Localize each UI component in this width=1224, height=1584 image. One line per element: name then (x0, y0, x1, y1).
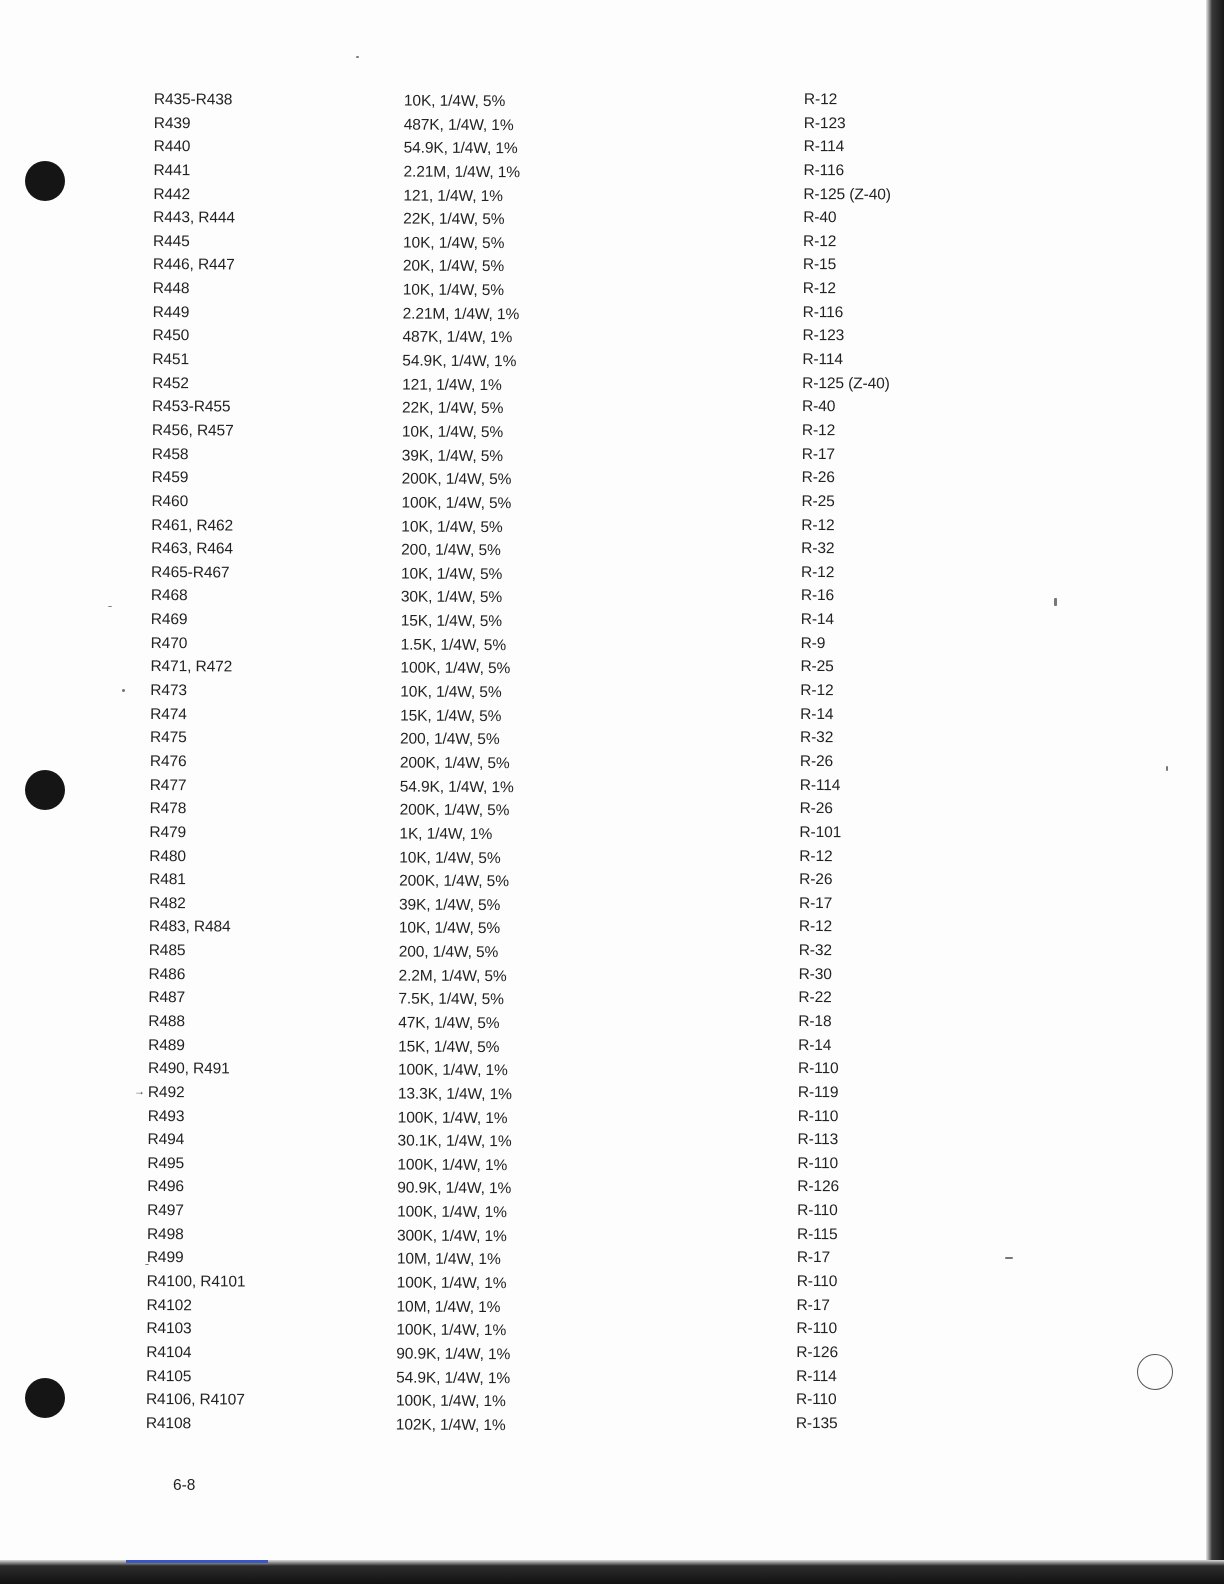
part-number: R-17 (796, 1249, 831, 1267)
part-number: R-113 (797, 1131, 839, 1149)
part-number: R-17 (796, 1296, 830, 1314)
reference-designator: R440 (153, 138, 191, 156)
resistor-value: 39K, 1/4W, 5% (398, 896, 501, 914)
resistor-value: 200K, 1/4W, 5% (401, 470, 512, 489)
reference-designator: R450 (152, 327, 190, 345)
reference-designator: R473 (150, 682, 188, 700)
reference-designator: R435-R438 (153, 90, 233, 109)
resistor-value: 10M, 1/4W, 1% (396, 1298, 501, 1316)
scan-blue-line (126, 1560, 268, 1563)
part-number: R-135 (795, 1414, 838, 1433)
reference-designator: R4108 (145, 1414, 192, 1433)
reference-designator: R465-R467 (150, 563, 230, 582)
resistor-value: 487K, 1/4W, 1% (403, 116, 514, 134)
scan-right-edge (1206, 0, 1224, 1584)
resistor-value: 10K, 1/4W, 5% (403, 92, 506, 111)
resistor-value: 1K, 1/4W, 1% (399, 825, 493, 843)
reference-designator: R489 (148, 1036, 185, 1054)
scan-speck (1005, 1257, 1013, 1259)
part-number: R-116 (803, 161, 845, 180)
reference-designator: R461, R462 (151, 516, 234, 535)
part-number: R-114 (796, 1367, 837, 1385)
part-number: R-110 (797, 1107, 839, 1125)
resistor-value: 200, 1/4W, 5% (398, 943, 499, 962)
resistor-value: 39K, 1/4W, 5% (401, 447, 504, 465)
part-number: R-101 (799, 823, 842, 842)
reference-designator: R474 (150, 705, 187, 723)
resistor-value: 200, 1/4W, 5% (401, 541, 501, 560)
resistor-parts-list (133, 88, 954, 1440)
part-number: R-114 (799, 776, 841, 794)
part-number: R-12 (801, 421, 836, 440)
part-number: R-114 (803, 138, 845, 156)
resistor-value: 1.5K, 1/4W, 5% (400, 636, 507, 654)
reference-designator: R443, R444 (153, 209, 235, 227)
part-number: R-110 (796, 1320, 838, 1338)
resistor-value: 20K, 1/4W, 5% (402, 258, 505, 276)
part-number: R-32 (798, 942, 832, 960)
reference-designator: R471, R472 (150, 658, 233, 676)
part-number: R-12 (803, 232, 837, 251)
resistor-value: 90.9K, 1/4W, 1% (397, 1179, 512, 1198)
reference-designator: R494 (147, 1131, 185, 1149)
resistor-value: 10K, 1/4W, 5% (399, 849, 501, 867)
resistor-value: 200K, 1/4W, 5% (399, 801, 510, 820)
resistor-value: 10M, 1/4W, 1% (396, 1250, 501, 1269)
part-number: R-40 (803, 209, 837, 227)
part-number: R-32 (799, 729, 834, 747)
part-number: R-119 (797, 1083, 839, 1102)
part-number: R-123 (802, 327, 845, 345)
resistor-value: 15K, 1/4W, 5% (398, 1038, 500, 1056)
resistor-value: 100K, 1/4W, 1% (396, 1321, 507, 1340)
reference-designator: R498 (146, 1225, 184, 1243)
reference-designator: R458 (151, 445, 189, 463)
reference-designator: R4103 (146, 1320, 192, 1338)
reference-designator: R4104 (146, 1343, 192, 1362)
resistor-value: 30K, 1/4W, 5% (400, 588, 503, 607)
resistor-value: 7.5K, 1/4W, 5% (398, 990, 504, 1009)
resistor-value: 200K, 1/4W, 5% (399, 872, 509, 891)
resistor-value: 102K, 1/4W, 1% (395, 1416, 506, 1435)
reference-designator: R456, R457 (151, 421, 234, 440)
page-number: 6-8 (173, 1477, 196, 1494)
part-number: R-110 (795, 1391, 837, 1409)
part-number: R-125 (Z-40) (803, 185, 891, 204)
part-number: R-125 (Z-40) (802, 374, 890, 393)
scan-speck (1166, 766, 1168, 771)
scan-speck (1054, 598, 1057, 606)
part-number: R-123 (803, 114, 846, 132)
reference-designator: R483, R484 (148, 918, 231, 936)
reference-designator: R4102 (146, 1296, 192, 1314)
reference-designator: R476 (149, 752, 187, 771)
resistor-value: 10K, 1/4W, 5% (398, 919, 501, 938)
resistor-value: 100K, 1/4W, 1% (397, 1109, 508, 1127)
reference-designator: R481 (149, 871, 186, 889)
resistor-value: 487K, 1/4W, 1% (402, 328, 513, 347)
resistor-value: 2.21M, 1/4W, 1% (402, 305, 520, 324)
margin-tick-mark: → (133, 1085, 145, 1098)
reference-designator: R488 (148, 1012, 186, 1031)
part-number: R-40 (802, 398, 836, 416)
part-number: R-12 (799, 847, 833, 865)
reference-designator: R487 (148, 989, 186, 1007)
reference-designator: R485 (148, 942, 186, 960)
resistor-value: 10K, 1/4W, 5% (400, 683, 502, 702)
resistor-value: 54.9K, 1/4W, 1% (403, 139, 518, 158)
part-number: R-26 (799, 752, 834, 771)
reference-designator: R4100, R4101 (146, 1273, 246, 1291)
part-number: R-17 (801, 445, 836, 463)
reference-designator: R490, R491 (147, 1060, 230, 1078)
resistor-value: 10K, 1/4W, 5% (401, 518, 503, 536)
parts-row (146, 1412, 946, 1441)
resistor-value: 200K, 1/4W, 5% (399, 754, 510, 773)
resistor-value: 100K, 1/4W, 1% (397, 1061, 508, 1080)
part-number: R-110 (796, 1272, 838, 1291)
resistor-value: 2.2M, 1/4W, 5% (398, 967, 507, 985)
reference-designator: R463, R464 (151, 540, 233, 558)
part-number: R-22 (798, 989, 832, 1007)
part-number: R-110 (797, 1060, 839, 1078)
reference-designator: R441 (153, 161, 191, 180)
reference-designator: R459 (151, 469, 189, 487)
resistor-value: 100K, 1/4W, 5% (400, 659, 511, 678)
reference-designator: R449 (152, 303, 190, 321)
part-number: R-14 (800, 611, 835, 629)
binder-punch-hole (25, 1378, 65, 1418)
reference-designator: R478 (149, 800, 187, 818)
reference-designator: R446, R447 (152, 256, 235, 274)
reference-designator: R4105 (146, 1367, 192, 1385)
scan-speck (122, 689, 125, 692)
part-number: R-25 (801, 492, 835, 511)
part-number: R-17 (798, 894, 833, 912)
resistor-value: 54.9K, 1/4W, 1% (396, 1369, 511, 1387)
reference-designator: R453-R455 (152, 398, 231, 416)
binder-punch-hole (25, 770, 65, 810)
reference-designator: R470 (150, 634, 188, 652)
scan-speck (356, 56, 359, 58)
reference-designator: R497 (147, 1202, 184, 1220)
resistor-value: 100K, 1/4W, 5% (401, 494, 512, 513)
resistor-value: 30.1K, 1/4W, 1% (397, 1132, 512, 1151)
reference-designator: R445 (153, 232, 190, 251)
part-number: R-126 (797, 1178, 840, 1196)
resistor-value: 121, 1/4W, 1% (402, 376, 502, 394)
reference-designator: R480 (149, 847, 187, 865)
resistor-value: 10K, 1/4W, 5% (401, 423, 504, 442)
part-number: R-26 (801, 469, 835, 487)
reference-designator: R452 (152, 374, 189, 392)
resistor-value: 121, 1/4W, 1% (403, 187, 503, 205)
reference-designator: R486 (148, 965, 186, 983)
resistor-value: 22K, 1/4W, 5% (403, 210, 505, 229)
reference-designator: R460 (151, 492, 189, 511)
reference-designator: R468 (150, 587, 188, 605)
reference-designator: R451 (152, 351, 190, 369)
part-number: R-12 (798, 918, 833, 936)
part-number: R-18 (798, 1012, 832, 1031)
part-number: R-126 (796, 1343, 839, 1362)
binder-punch-hole (25, 161, 65, 201)
reference-designator: R496 (147, 1178, 184, 1196)
resistor-value: 100K, 1/4W, 1% (396, 1274, 507, 1293)
resistor-value: 10K, 1/4W, 5% (402, 281, 505, 300)
reference-designator: R439 (153, 114, 191, 132)
part-number: R-15 (802, 256, 837, 274)
part-number: R-30 (798, 965, 832, 983)
reference-designator: R493 (147, 1107, 185, 1125)
reference-designator: R492 (147, 1083, 185, 1102)
resistor-value: 2.21M, 1/4W, 1% (403, 163, 521, 182)
part-number: R-12 (801, 516, 835, 534)
resistor-value: 13.3K, 1/4W, 1% (397, 1085, 512, 1104)
scan-bottom-edge (0, 1560, 1224, 1584)
ring-hole-outline (1137, 1354, 1173, 1390)
resistor-value: 54.9K, 1/4W, 1% (399, 778, 514, 796)
resistor-value: 22K, 1/4W, 5% (401, 399, 504, 418)
reference-designator: R448 (152, 280, 190, 298)
part-number: R-16 (800, 587, 835, 605)
part-number: R-116 (802, 303, 844, 321)
resistor-value: 15K, 1/4W, 5% (400, 707, 502, 725)
resistor-value: 200, 1/4W, 5% (399, 730, 500, 749)
resistor-value: 100K, 1/4W, 1% (395, 1392, 506, 1411)
reference-designator: R477 (149, 776, 187, 794)
resistor-value: 54.9K, 1/4W, 1% (402, 352, 517, 371)
reference-designator: R499 (146, 1249, 184, 1267)
resistor-value: 10K, 1/4W, 5% (400, 565, 503, 583)
part-number: R-26 (799, 871, 833, 889)
part-number: R-12 (802, 280, 837, 298)
reference-designator: R475 (149, 729, 187, 747)
part-number: R-14 (800, 705, 834, 723)
reference-designator: R495 (147, 1154, 185, 1173)
part-number: R-14 (798, 1036, 832, 1054)
resistor-value: 90.9K, 1/4W, 1% (396, 1345, 511, 1364)
part-number: R-115 (796, 1225, 838, 1243)
reference-designator: R442 (153, 185, 191, 203)
part-number: R-110 (797, 1154, 839, 1173)
part-number: R-12 (800, 681, 834, 700)
part-number: R-32 (801, 540, 835, 558)
scan-speck (108, 606, 112, 607)
resistor-value: 47K, 1/4W, 5% (398, 1014, 500, 1033)
resistor-value: 100K, 1/4W, 1% (397, 1156, 508, 1175)
reference-designator: R479 (149, 823, 187, 842)
resistor-value: 15K, 1/4W, 5% (400, 612, 503, 631)
resistor-value: 10K, 1/4W, 5% (403, 234, 505, 252)
reference-designator: R4106, R4107 (145, 1391, 245, 1409)
part-number: R-110 (797, 1202, 838, 1220)
part-number: R-25 (800, 658, 834, 676)
part-number: R-114 (802, 351, 843, 369)
resistor-value: 300K, 1/4W, 1% (396, 1227, 507, 1245)
part-number: R-12 (803, 90, 838, 109)
reference-designator: R482 (148, 894, 186, 912)
resistor-value: 100K, 1/4W, 1% (397, 1203, 507, 1222)
part-number: R-12 (801, 563, 835, 581)
reference-designator: R469 (150, 611, 188, 629)
part-number: R-9 (800, 634, 826, 652)
part-number: R-26 (799, 800, 833, 818)
